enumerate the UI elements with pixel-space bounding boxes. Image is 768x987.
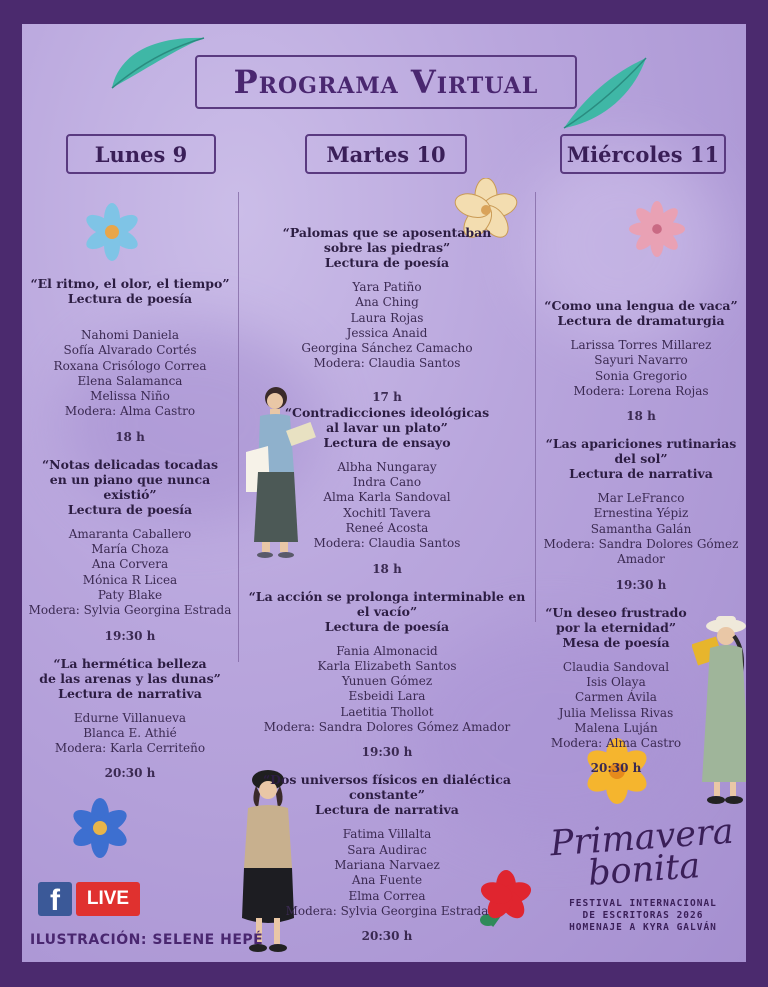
flower-pink-icon [628, 200, 686, 258]
event-time: 19:30 h [615, 577, 667, 592]
participant: María Choza [91, 542, 169, 557]
event-title: “Como una lengua de vaca” [544, 298, 738, 313]
participant: Ana Fuente [351, 873, 423, 888]
facebook-icon[interactable]: f [38, 882, 72, 916]
event [248, 772, 526, 944]
illustration-credit: ILUSTRACIÓN: SELENE HEPÉ [30, 932, 264, 948]
event-title: “La hermética belleza de las arenas y las dunas” [39, 655, 221, 686]
live-badge[interactable]: LIVE [76, 882, 140, 916]
event-title: “Notas delicadas tocadas en un piano que nunca existió” [41, 456, 219, 502]
event [248, 225, 526, 405]
event-time: 19:30 h [361, 745, 413, 760]
festival-logo-script: Primavera bonita [548, 811, 735, 894]
event-time: 20:30 h [104, 766, 156, 781]
participant: Karla Elizabeth Santos [317, 658, 457, 673]
participant: Mónica R Licea [82, 572, 178, 587]
participant: Indra Cano [352, 475, 422, 490]
participant: Georgina Sánchez Camacho [301, 341, 473, 356]
poster [22, 24, 746, 962]
moderator: Modera: Claudia Santos [313, 356, 461, 371]
participant: Elma Correa [348, 888, 426, 903]
participant: Reneé Acosta [345, 520, 429, 535]
moderator: Modera: Sandra Dolores Gómez Amador [263, 720, 511, 735]
participant: Sara Audirac [347, 842, 427, 857]
event-title: “Un deseo frustrado por la eternidad” [545, 604, 687, 635]
event-kind: Lectura de narrativa [569, 466, 713, 482]
flower-blue-icon [82, 202, 142, 262]
participant: Mar LeFranco [597, 491, 685, 506]
moderator: Modera: Lorena Rojas [573, 383, 709, 398]
participant: Yara Patiño [352, 280, 422, 294]
event-kind: Lectura de poesía [324, 255, 450, 270]
moderator: Modera: Sylvia Georgina Estrada [28, 603, 232, 618]
column-divider [238, 192, 239, 662]
moderator: Modera: Claudia Santos [313, 536, 461, 551]
moderator: Modera: Alma Castro [64, 404, 196, 419]
day-header-monday: Lunes 9 [66, 134, 216, 174]
participant: Ernestina Yépiz [593, 506, 689, 521]
leaf-icon [108, 28, 208, 94]
participant: Roxana Crisólogo Correa [53, 358, 207, 373]
event-kind: Lectura de poesía [67, 291, 193, 306]
event [536, 436, 746, 592]
participant: Nahomi Daniela [80, 328, 180, 342]
participant: Edurne Villanueva [73, 710, 187, 725]
participant: Laura Rojas [350, 310, 424, 325]
participant: Mariana Narvaez [334, 857, 440, 872]
event-kind: Lectura de ensayo [323, 434, 451, 450]
event-kind: Lectura de narrativa [315, 802, 459, 818]
event-title: “La acción se prolonga interminable en el vacío” [248, 588, 526, 619]
event-title: “Dos universos físicos en dialéctica constante” [262, 772, 512, 803]
event-title: “El ritmo, el olor, el tiempo” [30, 276, 230, 291]
event-time: 20:30 h [590, 761, 642, 776]
event-time: 20:30 h [361, 929, 413, 944]
participant: Paty Blake [97, 587, 163, 602]
participant: Sofía Alvarado Cortés [63, 343, 197, 358]
participant: Samantha Galán [590, 521, 692, 536]
day-header-wednesday: Miércoles 11 [560, 134, 726, 174]
flower-blue-icon [68, 796, 132, 860]
participant: Xochitl Tavera [343, 505, 431, 520]
event [26, 276, 234, 445]
participant: Ana Ching [355, 295, 419, 310]
participant: Isis Olaya [586, 674, 646, 689]
moderator: Modera: Sandra Dolores Gómez Amador [543, 537, 739, 567]
event-time: 18 h [372, 561, 402, 576]
event-title: “Las apariciones rutinarias del sol” [545, 436, 737, 467]
event-kind: Lectura de poesía [67, 501, 193, 517]
participant: Fania Almonacid [336, 643, 438, 658]
column-wednesday [536, 298, 746, 788]
event [536, 298, 746, 424]
participant: Julia Melissa Rivas [558, 705, 674, 720]
event-kind: Lectura de dramaturgia [557, 313, 725, 328]
event-kind: Lectura de poesía [324, 618, 450, 634]
participant: Yunuen Gómez [341, 674, 433, 689]
event-time: 18 h [626, 409, 656, 424]
day-header-tuesday: Martes 10 [305, 134, 467, 174]
moderator: Modera: Sylvia Georgina Estrada [285, 903, 489, 918]
participant: Malena Luján [574, 720, 658, 735]
column-tuesday [248, 225, 526, 956]
event [26, 457, 234, 644]
participant: Esbeidi Lara [348, 689, 426, 704]
event [26, 656, 234, 782]
participant: Sayuri Navarro [594, 353, 688, 368]
participant: Melissa Niño [90, 389, 170, 404]
event-time: 17 h [372, 389, 402, 404]
page-title: Programa Virtual [195, 55, 577, 109]
participant: Albha Nungaray [337, 459, 437, 474]
event [248, 405, 526, 577]
moderator: Modera: Karla Cerriteño [54, 741, 206, 756]
participant: Laetitia Thollot [340, 704, 434, 719]
participant: Ana Corvera [91, 557, 169, 572]
event-title: “Contradicciones ideológicas al lavar un plato” [284, 404, 490, 435]
participant: Fatima Villalta [342, 827, 432, 842]
event [248, 589, 526, 761]
festival-logo [538, 811, 746, 934]
festival-subtitle: FESTIVAL INTERNACIONAL DE ESCRITORAS 2026 HOMENAJE A KYRA GALVÁN [569, 898, 717, 933]
event-kind: Mesa de poesía [562, 634, 670, 650]
event-kind: Lectura de narrativa [58, 685, 202, 701]
participant: Carmen Ávila [575, 690, 657, 705]
event [536, 605, 696, 777]
event-time: 19:30 h [104, 628, 156, 643]
column-monday [26, 276, 234, 793]
participant: Sonia Gregorio [594, 368, 688, 383]
participant: Alma Karla Sandoval [323, 490, 451, 505]
participant: Larissa Torres Millarez [570, 338, 712, 352]
participant: Blanca E. Athié [83, 725, 177, 740]
participant: Elena Salamanca [77, 373, 183, 388]
event-title: “Palomas que se aposentaban sobre las piedras” [282, 225, 492, 255]
participant: Claudia Sandoval [562, 659, 670, 674]
participant: Jessica Anaid [346, 325, 428, 340]
moderator: Modera: Alma Castro [550, 736, 682, 751]
event-time: 18 h [115, 429, 145, 444]
participant: Amaranta Caballero [68, 526, 192, 541]
